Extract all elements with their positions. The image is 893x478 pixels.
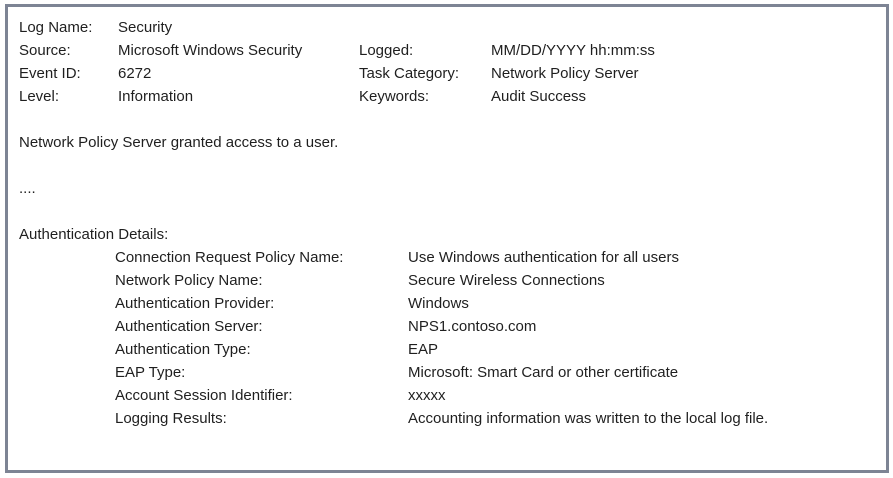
header-row-eventid-taskcategory <box>19 62 876 85</box>
detail-row-connection-request-policy <box>115 246 876 269</box>
level-label: Level: <box>19 88 60 105</box>
source-label: Source: <box>19 42 71 59</box>
source-value: Microsoft Windows Security <box>118 42 303 59</box>
detail-row-eap-type <box>115 361 876 384</box>
authentication-type-label: Authentication Type: <box>115 341 251 358</box>
network-policy-name-label: Network Policy Name: <box>115 272 263 289</box>
blank-line <box>19 154 876 177</box>
authentication-server-label: Authentication Server: <box>115 318 263 335</box>
logged-label: Logged: <box>359 42 414 59</box>
logging-results-label: Logging Results: <box>115 410 227 427</box>
authentication-provider-value: Windows <box>408 295 469 312</box>
header-row-level-keywords <box>19 85 876 108</box>
log-name-label: Log Name: <box>19 19 93 36</box>
blank-line <box>19 108 876 131</box>
detail-row-authentication-provider <box>115 292 876 315</box>
authentication-details-title: Authentication Details: <box>19 226 169 243</box>
account-session-identifier-label: Account Session Identifier: <box>115 387 293 404</box>
event-id-label: Event ID: <box>19 65 81 82</box>
detail-row-authentication-server <box>115 315 876 338</box>
header-row-log-name <box>19 16 876 39</box>
task-category-value: Network Policy Server <box>491 65 639 82</box>
account-session-identifier-value: xxxxx <box>408 387 446 404</box>
keywords-label: Keywords: <box>359 88 430 105</box>
eap-type-label: EAP Type: <box>115 364 186 381</box>
header-empty-label <box>359 16 491 39</box>
detail-row-account-session-identifier <box>115 384 876 407</box>
authentication-provider-label: Authentication Provider: <box>115 295 275 312</box>
detail-row-logging-results <box>115 407 876 430</box>
detail-row-authentication-type <box>115 338 876 361</box>
event-log-frame <box>5 4 889 473</box>
log-name-value: Security <box>118 19 173 36</box>
logging-results-value: Accounting information was written to the local log file. <box>408 410 769 427</box>
event-id-value: 6272 <box>118 65 152 82</box>
connection-request-policy-label: Connection Request Policy Name: <box>115 249 344 266</box>
task-category-label: Task Category: <box>359 65 460 82</box>
authentication-server-value: NPS1.contoso.com <box>408 318 537 335</box>
header-empty-value <box>491 16 876 39</box>
elided-text-marker: .... <box>19 180 36 197</box>
network-policy-name-value: Secure Wireless Connections <box>408 272 605 289</box>
level-value: Information <box>118 88 194 105</box>
event-log-content <box>8 7 886 430</box>
authentication-type-value: EAP <box>408 341 439 358</box>
event-message: Network Policy Server granted access to a user. <box>19 134 339 151</box>
eap-type-value: Microsoft: Smart Card or other certificate <box>408 364 679 381</box>
logged-value: MM/DD/YYYY hh:mm:ss <box>491 42 655 59</box>
detail-row-network-policy-name <box>115 269 876 292</box>
blank-line <box>19 200 876 223</box>
keywords-value: Audit Success <box>491 88 587 105</box>
connection-request-policy-value: Use Windows authentication for all users <box>408 249 679 266</box>
header-row-source-logged <box>19 39 876 62</box>
